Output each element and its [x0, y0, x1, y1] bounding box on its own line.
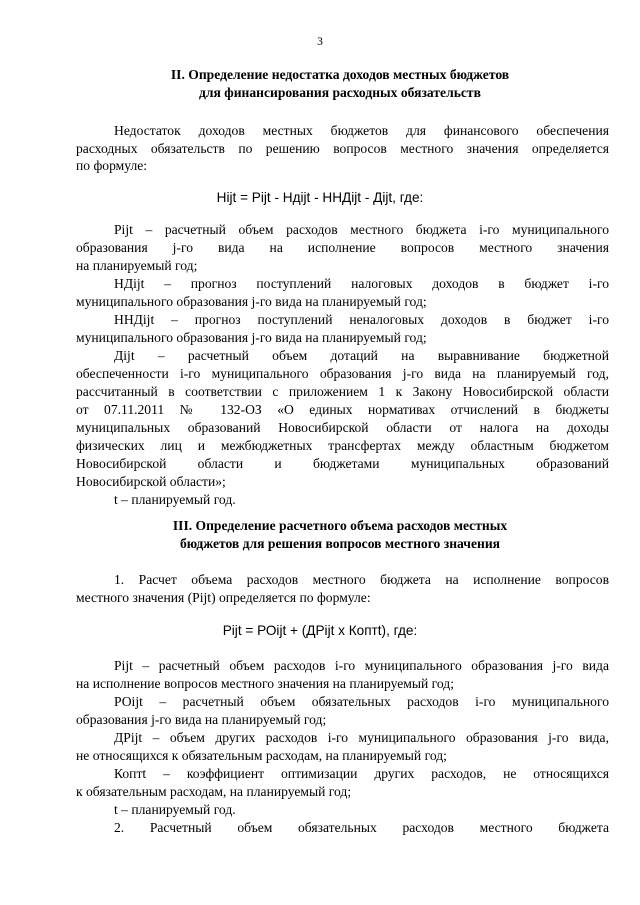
section-2-intro-line: по формуле: [76, 158, 148, 173]
definition-line: Коптt – коэффициент оптимизации других расходов, не относящихся [114, 766, 609, 781]
definition-line: Рijt – расчетный объем расходов местного бюджета i-го муниципального [114, 222, 609, 237]
section-2-intro-line: Недостаток доходов местных бюджетов для финансового обеспечения [114, 123, 609, 138]
definition-line: на исполнение вопросов местного значения на планируемый год; [76, 676, 454, 691]
definition-line: образования j-го вида на планируемый год; [76, 712, 327, 727]
definition-line: муниципального образования j-го вида на планируемый год; [76, 330, 427, 345]
definition-line: не относящихся к обязательным расходам, на планируемый год; [76, 748, 447, 763]
definition-line: к обязательным расходам, на планируемый год; [76, 784, 352, 799]
definition-line: Рijt – расчетный объем расходов i-го муниципального образования j-го вида [114, 658, 609, 673]
definition-line: Дijt – расчетный объем дотаций на выравнивание бюджетной [114, 348, 609, 363]
definition-line: обеспеченности i-го муниципального образования j-го вида на планируемый год, [76, 366, 609, 381]
definition-line: физических лиц и межбюджетных трансфертах между областным бюджетом [76, 438, 609, 453]
definition-line: t – планируемый год. [114, 492, 236, 507]
definition-line: образования j-го вида на исполнение вопросов местного значения [76, 240, 609, 255]
definition-line: Новосибирской области»; [76, 474, 226, 489]
section-2-title-line-1: II. Определение недостатка доходов местных бюджетов [170, 67, 510, 82]
definition-line: на планируемый год; [76, 258, 198, 273]
section-2-title-line-2: для финансирования расходных обязательств [199, 85, 481, 100]
section-3-formula: Рijt = РОijt + (ДРijt х Коптt), где: [222, 623, 418, 638]
definition-line: РОijt – расчетный объем обязательных расходов i-го муниципального [114, 694, 609, 709]
definition-line: от 07.11.2011 № 132-ОЗ «О единых нормативах отчислений в бюджеты [76, 402, 609, 417]
page-number: 3 [317, 36, 323, 48]
section-2-formula: Нijt = Рijt - Ндijt - ННДijt - Дijt, где: [216, 190, 424, 205]
section-3-intro-line: местного значения (Рijt) определяется по формуле: [76, 590, 371, 605]
definition-line: Новосибирской области и бюджетами муниципальных образований [76, 456, 609, 471]
definition-line: муниципальных образований Новосибирской области от налога на доходы [76, 420, 609, 435]
definition-line: t – планируемый год. [114, 802, 236, 817]
section-3-title-line-2: бюджетов для решения вопросов местного значения [179, 536, 501, 551]
section-3-intro-line: 1. Расчет объема расходов местного бюджета на исполнение вопросов [114, 572, 609, 587]
definition-line: ДРijt – объем других расходов i-го муниципального образования j-го вида, [114, 730, 609, 745]
definition-line: 2. Расчетный объем обязательных расходов местного бюджета [114, 820, 609, 835]
section-3-title-line-1: III. Определение расчетного объема расходов местных [172, 518, 508, 533]
definition-line: НДijt – прогноз поступлений налоговых доходов в бюджет i-го [114, 276, 609, 291]
definition-line: рассчитанный в соответствии с приложением 1 к Закону Новосибирской области [76, 384, 609, 399]
definition-line: ННДijt – прогноз поступлений неналоговых доходов в бюджет i-го [114, 312, 609, 327]
section-2-intro-line: расходных обязательств по решению вопросов местного значения определяется [76, 141, 609, 156]
definition-line: муниципального образования j-го вида на планируемый год; [76, 294, 427, 309]
